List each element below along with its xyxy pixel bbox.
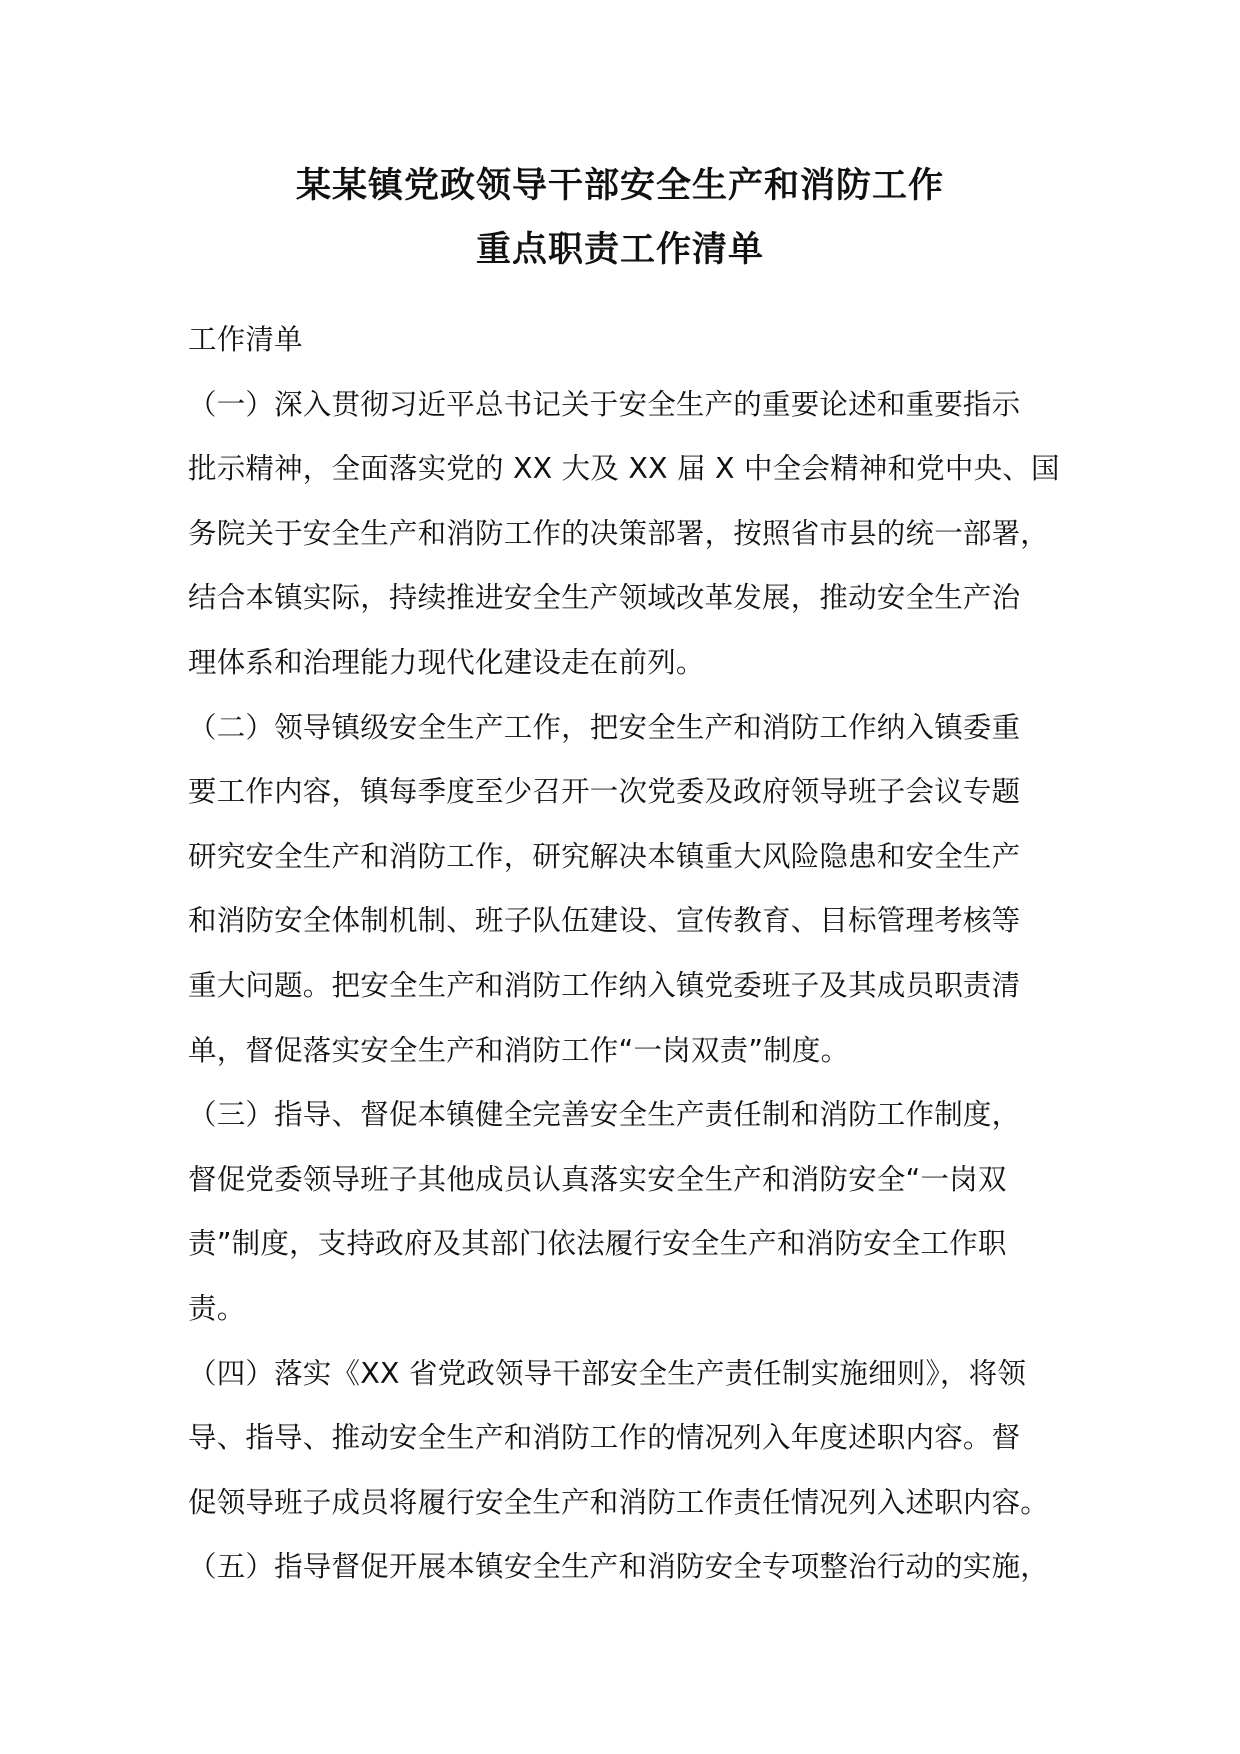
body-line: 重大问题。把安全生产和消防工作纳入镇党委班子及其成员职责清 [188, 968, 1021, 1002]
body-line: 研究安全生产和消防工作，研究解决本镇重大风险隐患和安全生产 [188, 839, 1021, 873]
title-line-2: 重点职责工作清单 [475, 230, 764, 270]
body-line: 督促党委领导班子其他成员认真落实安全生产和消防安全“一岗双 [188, 1162, 1007, 1196]
document-title [0, 166, 1240, 270]
body-line: 责”制度，支持政府及其部门依法履行安全生产和消防安全工作职 [188, 1227, 1007, 1261]
body-line: （二）领导镇级安全生产工作，把安全生产和消防工作纳入镇委重 [188, 710, 1021, 744]
body-line: 单，督促落实安全生产和消防工作“一岗双责”制度。 [188, 1033, 850, 1067]
body-line: 导、指导、推动安全生产和消防工作的情况列入年度述职内容。督 [188, 1421, 1021, 1455]
body-line: 要工作内容，镇每季度至少召开一次党委及政府领导班子会议专题 [188, 775, 1021, 809]
section-heading: 工作清单 [188, 323, 303, 356]
body-line: （一）深入贯彻习近平总书记关于安全生产的重要论述和重要指示 [188, 387, 1021, 421]
document-body [188, 308, 1088, 1600]
body-line: 促领导班子成员将履行安全生产和消防工作责任情况列入述职内容。 [188, 1485, 1050, 1519]
body-line: （三）指导、督促本镇健全完善安全生产责任制和消防工作制度， [188, 1098, 1021, 1132]
body-line: 批示精神，全面落实党的 XX 大及 XX 届 X 中全会精神和党中央、国 [188, 452, 1060, 486]
title-line-1: 某某镇党政领导干部安全生产和消防工作 [295, 166, 944, 206]
body-line: 务院关于安全生产和消防工作的决策部署，按照省市县的统一部署， [188, 516, 1050, 550]
body-line: 结合本镇实际，持续推进安全生产领域改革发展，推动安全生产治 [188, 581, 1021, 615]
body-line: 理体系和治理能力现代化建设走在前列。 [188, 645, 705, 679]
body-line: 和消防安全体制机制、班子队伍建设、宣传教育、目标管理考核等 [188, 904, 1021, 938]
body-line: （四）落实《XX 省党政领导干部安全生产责任制实施细则》，将领 [188, 1356, 1027, 1390]
body-line: （五）指导督促开展本镇安全生产和消防安全专项整治行动的实施， [188, 1550, 1050, 1584]
body-line: 责。 [188, 1291, 246, 1325]
